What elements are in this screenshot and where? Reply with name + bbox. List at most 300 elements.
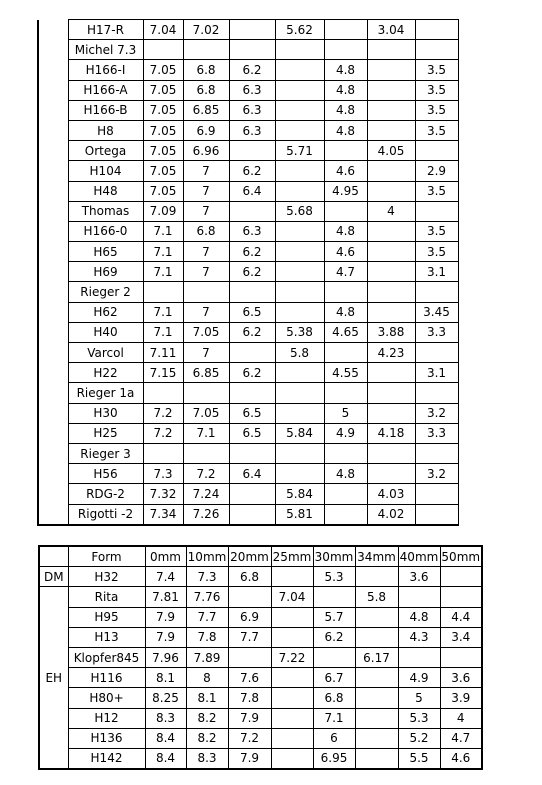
value-cell: [271, 567, 313, 587]
value-cell: 7: [183, 161, 229, 181]
row-spacer-cell: [38, 484, 68, 504]
row-spacer-cell: [38, 262, 68, 282]
value-cell: 6.17: [355, 647, 398, 667]
row-spacer-cell: [38, 322, 68, 342]
value-cell: 3.5: [415, 221, 458, 241]
form-name-cell: H136: [68, 728, 145, 748]
value-cell: 3.5: [415, 100, 458, 120]
value-cell: 5.68: [275, 201, 324, 221]
value-cell: 7.9: [228, 708, 271, 728]
table-row: [38, 20, 458, 40]
row-spacer-cell: [38, 141, 68, 161]
form-name-cell: H142: [68, 748, 145, 769]
row-spacer-cell: [38, 201, 68, 221]
table-row: [38, 181, 458, 201]
value-cell: [275, 383, 324, 403]
value-cell: 4.02: [367, 504, 415, 525]
table-row: [38, 120, 458, 140]
value-cell: 7.89: [186, 647, 228, 667]
value-cell: 6.8: [183, 80, 229, 100]
value-cell: 7.76: [186, 587, 228, 607]
form-name-cell: Michel 7.3: [68, 40, 143, 60]
form-name-cell: Rigotti -2: [68, 504, 143, 525]
row-spacer-cell: [38, 100, 68, 120]
value-cell: 3.5: [415, 120, 458, 140]
value-cell: [275, 282, 324, 302]
row-spacer-cell: [38, 363, 68, 383]
form-name-cell: H12: [68, 708, 145, 728]
table-row: [38, 201, 458, 221]
column-header: 25mm: [271, 546, 313, 567]
value-cell: [275, 363, 324, 383]
form-name-cell: H32: [68, 567, 145, 587]
value-cell: 7: [183, 201, 229, 221]
value-cell: [324, 343, 367, 363]
row-spacer-cell: [38, 504, 68, 525]
value-cell: 6.4: [229, 181, 275, 201]
form-name-cell: Thomas: [68, 201, 143, 221]
table-row: [39, 728, 482, 748]
value-cell: [313, 647, 355, 667]
value-cell: 5.38: [275, 322, 324, 342]
row-spacer-cell: [38, 282, 68, 302]
value-cell: 4.55: [324, 363, 367, 383]
value-cell: 7.05: [143, 181, 183, 201]
form-name-cell: RDG-2: [68, 484, 143, 504]
value-cell: 7.9: [145, 607, 186, 627]
value-cell: 7: [183, 181, 229, 201]
value-cell: [367, 302, 415, 322]
value-cell: [355, 567, 398, 587]
value-cell: [229, 201, 275, 221]
value-cell: 7.1: [143, 262, 183, 282]
value-cell: 6.2: [229, 322, 275, 342]
value-cell: 5: [398, 688, 440, 708]
value-cell: [367, 221, 415, 241]
row-spacer-cell: [38, 403, 68, 423]
value-cell: 7.15: [143, 363, 183, 383]
value-cell: 7.9: [228, 748, 271, 769]
group-label-dm: DM: [39, 567, 68, 587]
table-row: [38, 322, 458, 342]
value-cell: 8.1: [145, 668, 186, 688]
value-cell: 4.4: [440, 607, 482, 627]
value-cell: [275, 161, 324, 181]
form-header: Form: [68, 546, 145, 567]
table-row: [39, 587, 482, 607]
value-cell: 5.7: [313, 607, 355, 627]
value-cell: 4: [367, 201, 415, 221]
group-label-eh: EH: [39, 587, 68, 769]
value-cell: 5.84: [275, 484, 324, 504]
value-cell: 6.2: [229, 262, 275, 282]
value-cell: 4.8: [324, 60, 367, 80]
table-row: [38, 464, 458, 484]
table-row: [39, 688, 482, 708]
value-cell: [229, 504, 275, 525]
value-cell: 7.96: [145, 647, 186, 667]
table-row: [38, 282, 458, 302]
value-cell: [355, 627, 398, 647]
value-cell: 3.4: [440, 627, 482, 647]
form-name-cell: Rieger 2: [68, 282, 143, 302]
value-cell: 7.2: [228, 728, 271, 748]
form-name-cell: H166-0: [68, 221, 143, 241]
value-cell: 7.4: [145, 567, 186, 587]
value-cell: 6.3: [229, 221, 275, 241]
value-cell: [440, 587, 482, 607]
form-name-cell: H25: [68, 423, 143, 443]
value-cell: 4.3: [398, 627, 440, 647]
value-cell: 5.71: [275, 141, 324, 161]
column-header: 0mm: [145, 546, 186, 567]
row-spacer-cell: [38, 60, 68, 80]
row-spacer-cell: [38, 40, 68, 60]
table-row: [39, 647, 482, 667]
value-cell: [415, 40, 458, 60]
row-spacer-cell: [38, 20, 68, 40]
row-spacer-cell: [38, 423, 68, 443]
column-header: 10mm: [186, 546, 228, 567]
value-cell: 6.8: [183, 221, 229, 241]
value-cell: 3.45: [415, 302, 458, 322]
value-cell: [367, 120, 415, 140]
value-cell: 7.05: [143, 80, 183, 100]
value-cell: 7.05: [143, 141, 183, 161]
value-cell: 3.88: [367, 322, 415, 342]
value-cell: [275, 40, 324, 60]
table-row: [39, 627, 482, 647]
value-cell: [313, 587, 355, 607]
value-cell: 7.05: [143, 60, 183, 80]
value-cell: 2.9: [415, 161, 458, 181]
value-cell: 7.1: [313, 708, 355, 728]
value-cell: [367, 80, 415, 100]
value-cell: [271, 607, 313, 627]
value-cell: [415, 484, 458, 504]
value-cell: [271, 708, 313, 728]
value-cell: 7.04: [271, 587, 313, 607]
value-cell: 7.8: [228, 688, 271, 708]
value-cell: 7.81: [145, 587, 186, 607]
value-cell: 7.09: [143, 201, 183, 221]
value-cell: [355, 688, 398, 708]
value-cell: 8.3: [145, 708, 186, 728]
table-row: [38, 221, 458, 241]
value-cell: 4.8: [324, 100, 367, 120]
value-cell: 7.05: [143, 100, 183, 120]
value-cell: 7.1: [143, 322, 183, 342]
value-cell: 8.4: [145, 728, 186, 748]
value-cell: [324, 282, 367, 302]
value-cell: [271, 627, 313, 647]
table-row: [38, 80, 458, 100]
form-name-cell: H104: [68, 161, 143, 181]
value-cell: 6.2: [313, 627, 355, 647]
value-cell: 7.1: [143, 302, 183, 322]
column-header: 20mm: [228, 546, 271, 567]
value-cell: 7.05: [143, 120, 183, 140]
form-name-cell: Varcol: [68, 343, 143, 363]
value-cell: 7: [183, 343, 229, 363]
value-cell: [355, 668, 398, 688]
value-cell: 7.8: [186, 627, 228, 647]
form-name-cell: H30: [68, 403, 143, 423]
value-cell: [440, 567, 482, 587]
value-cell: [324, 484, 367, 504]
value-cell: [440, 647, 482, 667]
value-cell: 6.85: [183, 363, 229, 383]
value-cell: 4.7: [440, 728, 482, 748]
value-cell: 6.5: [229, 302, 275, 322]
value-cell: 7.04: [143, 20, 183, 40]
value-cell: 6.9: [228, 607, 271, 627]
value-cell: [275, 221, 324, 241]
value-cell: 7.05: [183, 403, 229, 423]
value-cell: 4.05: [367, 141, 415, 161]
value-cell: 3.2: [415, 403, 458, 423]
value-cell: [415, 201, 458, 221]
value-cell: [355, 708, 398, 728]
value-cell: 6.5: [229, 403, 275, 423]
form-name-cell: H166-A: [68, 80, 143, 100]
value-cell: 6.2: [229, 363, 275, 383]
value-cell: 6.3: [229, 100, 275, 120]
value-cell: 6.2: [229, 161, 275, 181]
table-row: [38, 403, 458, 423]
value-cell: 7.2: [143, 423, 183, 443]
form-name-cell: H22: [68, 363, 143, 383]
table-row: [39, 748, 482, 769]
row-spacer-cell: [38, 221, 68, 241]
value-cell: 3.3: [415, 322, 458, 342]
value-cell: [275, 302, 324, 322]
table-row: [38, 262, 458, 282]
value-cell: 5.3: [398, 708, 440, 728]
value-cell: [367, 443, 415, 463]
value-cell: 4.9: [324, 423, 367, 443]
value-cell: 6.8: [228, 567, 271, 587]
value-cell: 6.4: [229, 464, 275, 484]
value-cell: [229, 484, 275, 504]
column-header: 50mm: [440, 546, 482, 567]
value-cell: [275, 80, 324, 100]
value-cell: [183, 282, 229, 302]
value-cell: [415, 383, 458, 403]
value-cell: [324, 504, 367, 525]
value-cell: 3.6: [398, 567, 440, 587]
value-cell: [324, 40, 367, 60]
column-header: 40mm: [398, 546, 440, 567]
row-spacer-cell: [38, 464, 68, 484]
value-cell: 4: [440, 708, 482, 728]
value-cell: [271, 668, 313, 688]
value-cell: 5: [324, 403, 367, 423]
value-cell: 7.05: [143, 161, 183, 181]
value-cell: 7: [183, 262, 229, 282]
value-cell: 4.23: [367, 343, 415, 363]
value-cell: 4.7: [324, 262, 367, 282]
value-cell: [415, 504, 458, 525]
table-row: [38, 343, 458, 363]
value-cell: 3.2: [415, 464, 458, 484]
row-spacer-cell: [38, 443, 68, 463]
form-name-cell: H8: [68, 120, 143, 140]
upper-data-table: [37, 19, 459, 526]
value-cell: [271, 728, 313, 748]
value-cell: 8.2: [186, 728, 228, 748]
value-cell: 3.9: [440, 688, 482, 708]
table-row: [39, 668, 482, 688]
value-cell: 4.6: [440, 748, 482, 769]
table-row: [38, 504, 458, 525]
table-row: [38, 40, 458, 60]
value-cell: 5.8: [275, 343, 324, 363]
form-name-cell: H17-R: [68, 20, 143, 40]
value-cell: [228, 647, 271, 667]
value-cell: [143, 443, 183, 463]
value-cell: 7.32: [143, 484, 183, 504]
value-cell: [275, 242, 324, 262]
row-spacer-cell: [38, 302, 68, 322]
value-cell: 4.8: [324, 302, 367, 322]
value-cell: 6.3: [229, 80, 275, 100]
row-spacer-cell: [38, 242, 68, 262]
value-cell: 8: [186, 668, 228, 688]
value-cell: [275, 100, 324, 120]
value-cell: [415, 20, 458, 40]
value-cell: [415, 443, 458, 463]
form-name-cell: Rita: [68, 587, 145, 607]
value-cell: 8.4: [145, 748, 186, 769]
value-cell: 4.8: [324, 120, 367, 140]
row-spacer-cell: [38, 161, 68, 181]
form-name-cell: Klopfer845: [68, 647, 145, 667]
value-cell: [275, 403, 324, 423]
value-cell: 5.84: [275, 423, 324, 443]
value-cell: [324, 20, 367, 40]
value-cell: 3.04: [367, 20, 415, 40]
value-cell: [228, 587, 271, 607]
table-row: [38, 423, 458, 443]
value-cell: 6.95: [313, 748, 355, 769]
value-cell: 7.1: [183, 423, 229, 443]
value-cell: 3.5: [415, 242, 458, 262]
value-cell: [398, 647, 440, 667]
value-cell: 5.2: [398, 728, 440, 748]
table-row: [39, 607, 482, 627]
form-name-cell: H62: [68, 302, 143, 322]
form-name-cell: H116: [68, 668, 145, 688]
value-cell: 6.9: [183, 120, 229, 140]
value-cell: 4.8: [324, 80, 367, 100]
value-cell: [183, 443, 229, 463]
value-cell: [275, 120, 324, 140]
value-cell: 6.3: [229, 120, 275, 140]
value-cell: [415, 282, 458, 302]
value-cell: 7.26: [183, 504, 229, 525]
value-cell: 7.7: [228, 627, 271, 647]
value-cell: 3.1: [415, 262, 458, 282]
row-spacer-cell: [38, 383, 68, 403]
table-row: [39, 567, 482, 587]
value-cell: [229, 141, 275, 161]
value-cell: 6.2: [229, 60, 275, 80]
value-cell: [143, 282, 183, 302]
value-cell: [367, 363, 415, 383]
value-cell: [367, 282, 415, 302]
value-cell: 3.1: [415, 363, 458, 383]
table-row: [38, 100, 458, 120]
table-row: [39, 708, 482, 728]
value-cell: [271, 748, 313, 769]
value-cell: [355, 748, 398, 769]
value-cell: 8.3: [186, 748, 228, 769]
value-cell: 5.62: [275, 20, 324, 40]
value-cell: 7.34: [143, 504, 183, 525]
value-cell: 7: [183, 242, 229, 262]
value-cell: 3.6: [440, 668, 482, 688]
column-header: 30mm: [313, 546, 355, 567]
table-row: [38, 60, 458, 80]
value-cell: 7.6: [228, 668, 271, 688]
value-cell: 5.5: [398, 748, 440, 769]
value-cell: 7.7: [186, 607, 228, 627]
value-cell: [229, 343, 275, 363]
value-cell: 7.22: [271, 647, 313, 667]
value-cell: [367, 40, 415, 60]
value-cell: [229, 383, 275, 403]
value-cell: 5.3: [313, 567, 355, 587]
value-cell: 7.02: [183, 20, 229, 40]
value-cell: 4.65: [324, 322, 367, 342]
form-name-cell: H65: [68, 242, 143, 262]
table-row: [38, 363, 458, 383]
value-cell: [398, 587, 440, 607]
table-row: [38, 242, 458, 262]
column-header: 34mm: [355, 546, 398, 567]
value-cell: [367, 242, 415, 262]
value-cell: [324, 141, 367, 161]
value-cell: 6.7: [313, 668, 355, 688]
form-name-cell: H56: [68, 464, 143, 484]
value-cell: [324, 443, 367, 463]
form-name-cell: H40: [68, 322, 143, 342]
form-name-cell: Rieger 1a: [68, 383, 143, 403]
value-cell: 3.5: [415, 181, 458, 201]
table-row: [38, 443, 458, 463]
value-cell: [367, 60, 415, 80]
value-cell: [324, 383, 367, 403]
value-cell: 8.1: [186, 688, 228, 708]
value-cell: [229, 40, 275, 60]
header-row: [39, 546, 482, 567]
value-cell: 7.05: [183, 322, 229, 342]
row-spacer-cell: [38, 80, 68, 100]
value-cell: 6.5: [229, 423, 275, 443]
table-row: [38, 302, 458, 322]
value-cell: [367, 181, 415, 201]
value-cell: [367, 262, 415, 282]
value-cell: [367, 403, 415, 423]
value-cell: 7.2: [143, 403, 183, 423]
value-cell: 4.03: [367, 484, 415, 504]
value-cell: [229, 20, 275, 40]
value-cell: 5.81: [275, 504, 324, 525]
form-name-cell: Rieger 3: [68, 443, 143, 463]
value-cell: 4.18: [367, 423, 415, 443]
value-cell: 4.8: [324, 464, 367, 484]
